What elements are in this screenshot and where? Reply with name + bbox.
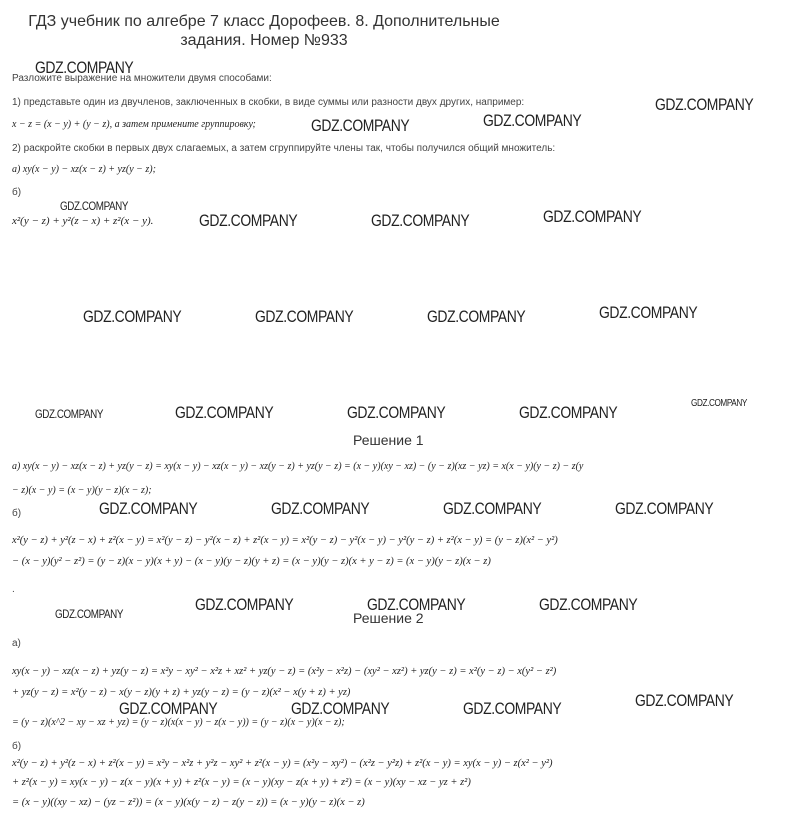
watermark: GDZ.COMPANY bbox=[271, 499, 370, 518]
solution-2-a-line-2: + yz(y − z) = x²(y − z) − x(y − z)(y + z) + yz(y − z) = (y − z)(x² − x(y + z) + yz) bbox=[12, 687, 351, 698]
watermark: GDZ.COMPANY bbox=[483, 111, 582, 130]
solution-2-a-line-3: = (y − z)(x^2 − xy − xz + yz) = (y − z)(x(x − y) − z(x − y)) = (y − z)(x − y)(x − z); bbox=[12, 717, 345, 728]
solution-1-dot: . bbox=[12, 584, 15, 595]
watermark: GDZ.COMPANY bbox=[347, 403, 446, 422]
watermark: GDZ.COMPANY bbox=[99, 499, 198, 518]
watermark: GDZ.COMPANY bbox=[195, 595, 294, 614]
task-method-1: 1) представьте один из двучленов, заключенных в скобки, в виде суммы или разности двух других, например: bbox=[12, 97, 525, 108]
watermark: GDZ.COMPANY bbox=[427, 307, 526, 326]
watermark: GDZ.COMPANY bbox=[291, 699, 390, 718]
solution-2-b-line-3: = (x − y)((xy − xz) − (yz − z²)) = (x − y)(x(y − z) − z(y − z)) = (x − y)(y − z)(x − z) bbox=[12, 797, 365, 808]
task-method-1-example: x − z = (x − y) + (y − z), а затем примените группировку; bbox=[12, 119, 256, 130]
task-part-a: а) xy(x − y) − xz(x − z) + yz(y − z); bbox=[12, 164, 156, 175]
watermark: GDZ.COMPANY bbox=[691, 398, 747, 409]
task-part-b: x²(y − z) + y²(z − x) + z²(x − y). bbox=[12, 215, 154, 227]
watermark: GDZ.COMPANY bbox=[35, 58, 134, 77]
watermark: GDZ.COMPANY bbox=[83, 307, 182, 326]
solution-2-b-line-2: + z²(x − y) = xy(x − y) − z(x − y)(x + y) + z²(x − y) = (x − y)(xy − z(x + y) + z²) = (x − y)(xy − xz − yz + z²) bbox=[12, 777, 471, 788]
watermark: GDZ.COMPANY bbox=[255, 307, 354, 326]
solution-2-a-line-1: xy(x − y) − xz(x − z) + yz(y − z) = x²y − xy² − x²z + xz² + yz(y − z) = (x²y − x²z) − (xy² − xz²) + yz(y − z) = x²(y − z) − x(y² − z²) bbox=[12, 666, 557, 677]
watermark: GDZ.COMPANY bbox=[367, 595, 466, 614]
watermark: GDZ.COMPANY bbox=[60, 199, 129, 213]
solution-1-b-line-2: − (x − y)(y² − z²) = (y − z)(x − y)(x + y) − (x − y)(y − z)(y + z) = (x − y)(y − z)(x + y − z) = (x − y)(y − z)(x − z) bbox=[12, 556, 491, 567]
solution-1-a-line-2: − z)(x − y) = (x − y)(y − z)(x − z); bbox=[12, 485, 152, 496]
watermark: GDZ.COMPANY bbox=[539, 595, 638, 614]
solution-1-a-line-1: а) xy(x − y) − xz(x − z) + yz(y − z) = xy(x − y) − xz(x − y) − xz(y − z) + yz(y − z) = (x − y)(xy − xz) − (y − z)(xz − yz) = x(x − y)(y − z) − z(y bbox=[12, 461, 584, 472]
watermark: GDZ.COMPANY bbox=[55, 607, 124, 621]
solution-2-heading: Решение 2 bbox=[353, 610, 424, 626]
task-method-2: 2) раскройте скобки в первых двух слагаемых, а затем сгруппируйте члены так, чтобы получился общий множитель: bbox=[12, 143, 556, 154]
watermark: GDZ.COMPANY bbox=[311, 116, 410, 135]
watermark: GDZ.COMPANY bbox=[519, 403, 618, 422]
watermark: GDZ.COMPANY bbox=[119, 699, 218, 718]
watermark: GDZ.COMPANY bbox=[175, 403, 274, 422]
watermark: GDZ.COMPANY bbox=[199, 211, 298, 230]
watermark: GDZ.COMPANY bbox=[615, 499, 714, 518]
watermark: GDZ.COMPANY bbox=[463, 699, 562, 718]
solution-2-b-line-1: x²(y − z) + y²(z − x) + z²(x − y) = x²y − x²z + y²z − xy² + z²(x − y) = (x²y − xy²) − (x²z − y²z) + z²(x − y) = xy(x − y) − z(x² − y²) bbox=[12, 758, 553, 769]
title-line-2: задания. Номер №933 bbox=[180, 32, 348, 49]
watermark: GDZ.COMPANY bbox=[443, 499, 542, 518]
page-title bbox=[0, 12, 528, 50]
watermark: GDZ.COMPANY bbox=[371, 211, 470, 230]
watermark: GDZ.COMPANY bbox=[35, 407, 104, 421]
watermark: GDZ.COMPANY bbox=[635, 691, 734, 710]
solution-1-b-line-1: x²(y − z) + y²(z − x) + z²(x − y) = x²(y − z) − y²(x − z) + z²(x − y) = x²(y − z) − y²(x − y) − y²(y − z) + z²(x − y) = (y − z)(x² − y²) bbox=[12, 535, 558, 546]
watermark: GDZ.COMPANY bbox=[655, 95, 754, 114]
watermark: GDZ.COMPANY bbox=[599, 303, 698, 322]
solution-1-heading: Решение 1 bbox=[353, 432, 424, 448]
watermark: GDZ.COMPANY bbox=[543, 207, 642, 226]
solution-2-b-label: б) bbox=[12, 741, 22, 752]
solution-1-b-label: б) bbox=[12, 508, 22, 519]
title-line-1: ГДЗ учебник по алгебре 7 класс Дорофеев. 8. Дополнительные bbox=[28, 13, 500, 30]
task-part-b-label: б) bbox=[12, 187, 22, 198]
task-intro: Разложите выражение на множители двумя способами: bbox=[12, 73, 272, 84]
solution-2-a-label: а) bbox=[12, 638, 21, 649]
